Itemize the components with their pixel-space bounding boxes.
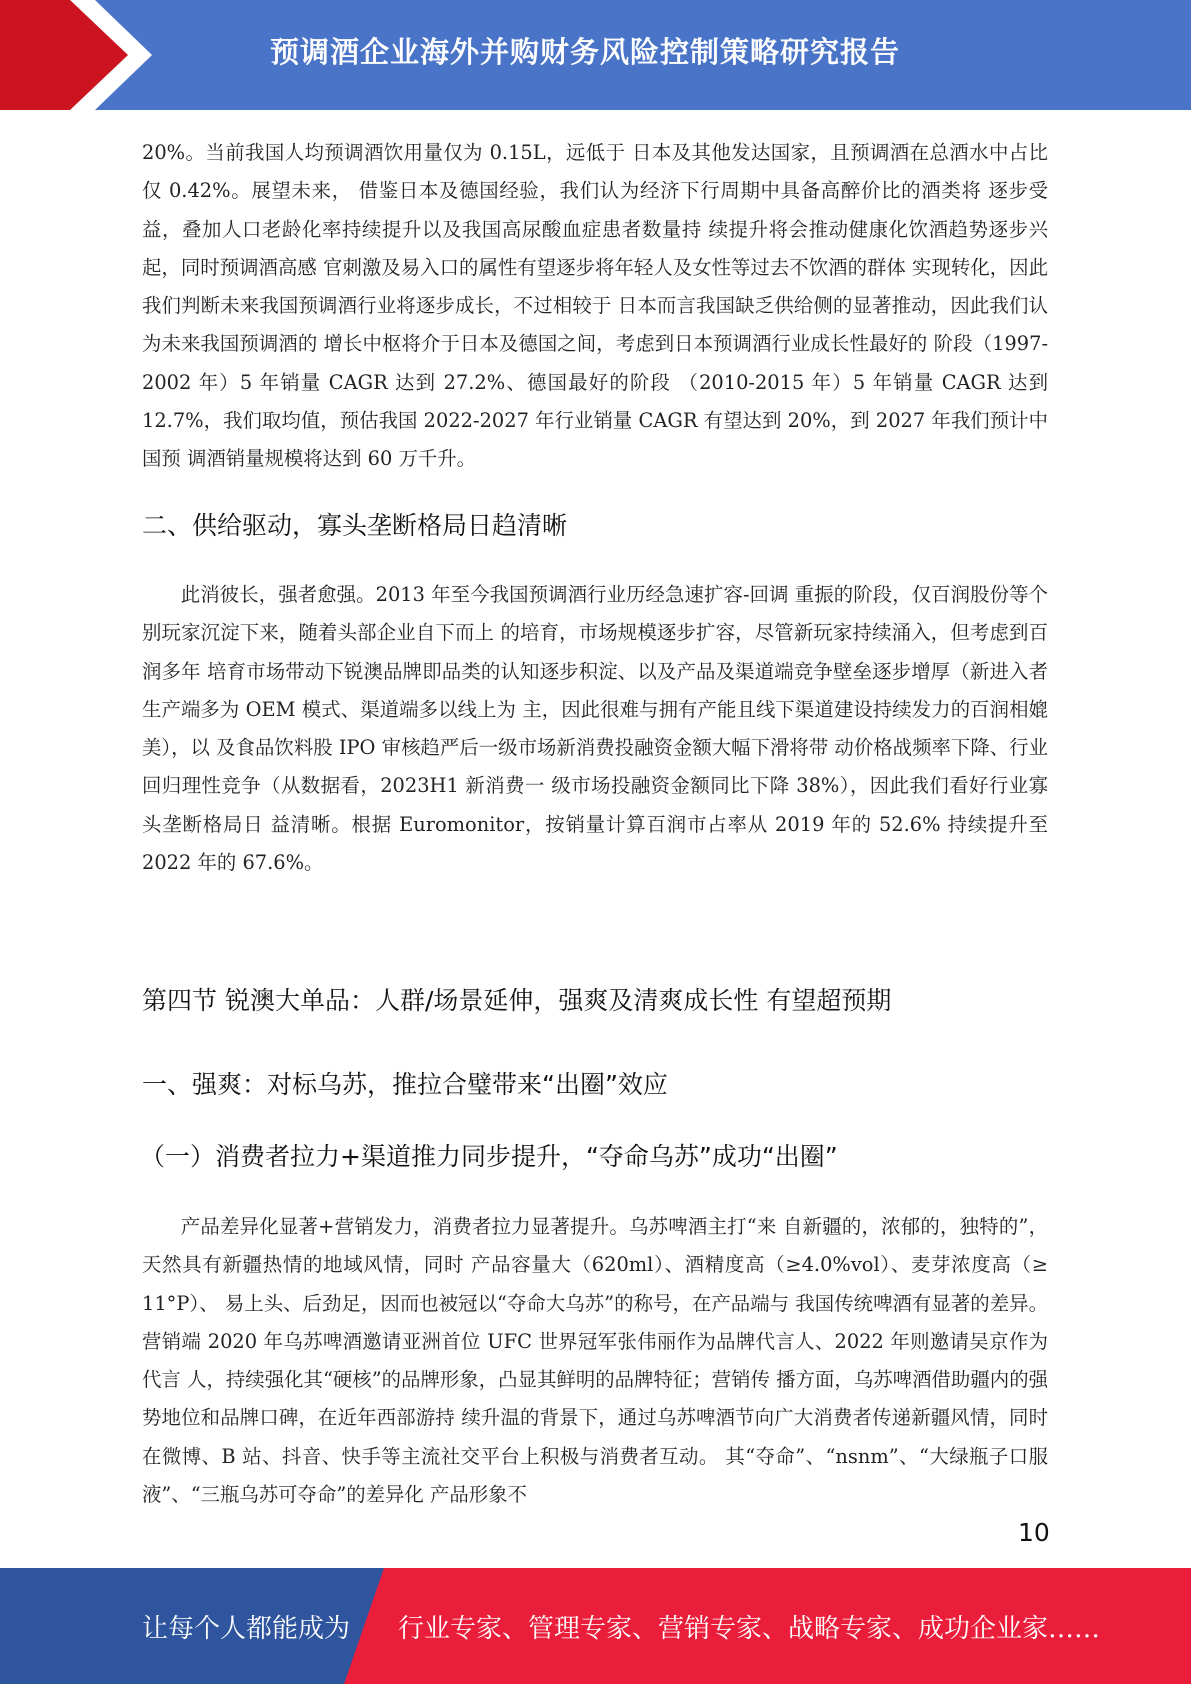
body-paragraph-3: 产品差异化显著+营销发力，消费者拉力显著提升。乌苏啤酒主打“来 自新疆的，浓郁的，独特的”，天然具有新疆热情的地域风情，同时 产品容量大（620ml）、酒精度高（≥4.0%vol）、麦芽浓度高（≥ 11°P）、 易上头、后劲足，因而也被冠以“夺命大乌苏”的称号，在产品端与 我国传统啤酒有显著的差异。营销端 2020 年乌苏啤酒邀请亚洲首位 UFC 世界冠军张伟丽作为品牌代言人、2022 年则邀请吴京作为代言 人，持续强化其“硬核”的品牌形象，凸显其鲜明的品牌特征；营销传 播方面，乌苏啤酒借助疆内的强势地位和品牌口碑，在近年西部游持 续升温的背景下，通过乌苏啤酒节向广大消费者传递新疆风情，同时 在微博、B 站、抖音、快手等主流社交平台上积极与消费者互动。 其“夺命”、“nsnm”、“大绿瓶子口服液”、“三瓶乌苏可夺命”的差异化 产品形象不 — [142, 1215, 1048, 1507]
page-number: 10 — [1018, 1518, 1050, 1547]
report-title: 预调酒企业海外并购财务风险控制策略研究报告 — [270, 35, 901, 69]
footer-slogan-right: 行业专家、管理专家、营销专家、战略专家、成功企业家…… — [398, 1614, 1101, 1644]
footer-slogan-left: 让每个人都能成为 — [142, 1614, 351, 1644]
section-heading-qiangshuang: 一、强爽：对标乌苏，推拉合璧带来“出圈”效应 — [142, 1070, 668, 1099]
section-heading-supply: 二、供给驱动，寡头垄断格局日趋清晰 — [142, 511, 568, 540]
page-footer — [0, 1568, 1191, 1684]
body-paragraph-1: 20%。当前我国人均预调酒饮用量仅为 0.15L，远低于 日本及其他发达国家，且预调酒在总酒水中占比仅 0.42%。展望未来， 借鉴日本及德国经验，我们认为经济下行周期中具备高醉价比的酒类将 逐步受益，叠加人口老龄化率持续提升以及我国高尿酸血症患者数量持 续提升将会推动健康化饮酒趋势逐步兴起，同时预调酒高感 官刺激及易入口的属性有望逐步将年轻人及女性等过去不饮酒的群体 实现转化，因此我们判断未来我国预调酒行业将逐步成长，不过相较于 日本而言我国缺乏供给侧的显著推动，因此我们认为未来我国预调酒的 增长中枢将介于日本及德国之间，考虑到日本预调酒行业成长性最好的 阶段（1997-2002 年）5 年销量 CAGR 达到 27.2%、德国最好的阶段 （2010-2015 年）5 年销量 CAGR 达到 12.7%，我们取均值，预估我国 2022-2027 年行业销量 CAGR 有望达到 20%，到 2027 年我们预计中国预 调酒销量规模将达到 60 万千升。 — [142, 141, 1048, 471]
chapter-heading: 第四节 锐澳大单品：人群/场景延伸，强爽及清爽成长性 有望超预期 — [142, 986, 892, 1015]
subsection-heading: （一）消费者拉力+渠道推力同步提升，“夺命乌苏”成功“出圈” — [140, 1142, 838, 1171]
body-paragraph-2: 此消彼长，强者愈强。2013 年至今我国预调酒行业历经急速扩容-回调 重振的阶段，仅百润股份等个别玩家沉淀下来，随着头部企业自下而上 的培育，市场规模逐步扩容，尽管新玩家持续涌入，但考虑到百润多年 培育市场带动下锐澳品牌即品类的认知逐步积淀、以及产品及渠道端竞争壁垒逐步增厚（新进入者生产端多为 OEM 模式、渠道端多以线上为 主，因此很难与拥有产能且线下渠道建设持续发力的百润相媲美），以 及食品饮料股 IPO 审核趋严后一级市场新消费投融资金额大幅下滑将带 动价格战频率下降、行业回归理性竞争（从数据看，2023H1 新消费一 级市场投融资金额同比下降 38%），因此我们看好行业寡头垄断格局日 益清晰。根据 Euromonitor，按销量计算百润市占率从 2019 年的 52.6% 持续提升至 2022 年的 67.6%。 — [142, 583, 1048, 875]
page-header — [0, 0, 1191, 110]
